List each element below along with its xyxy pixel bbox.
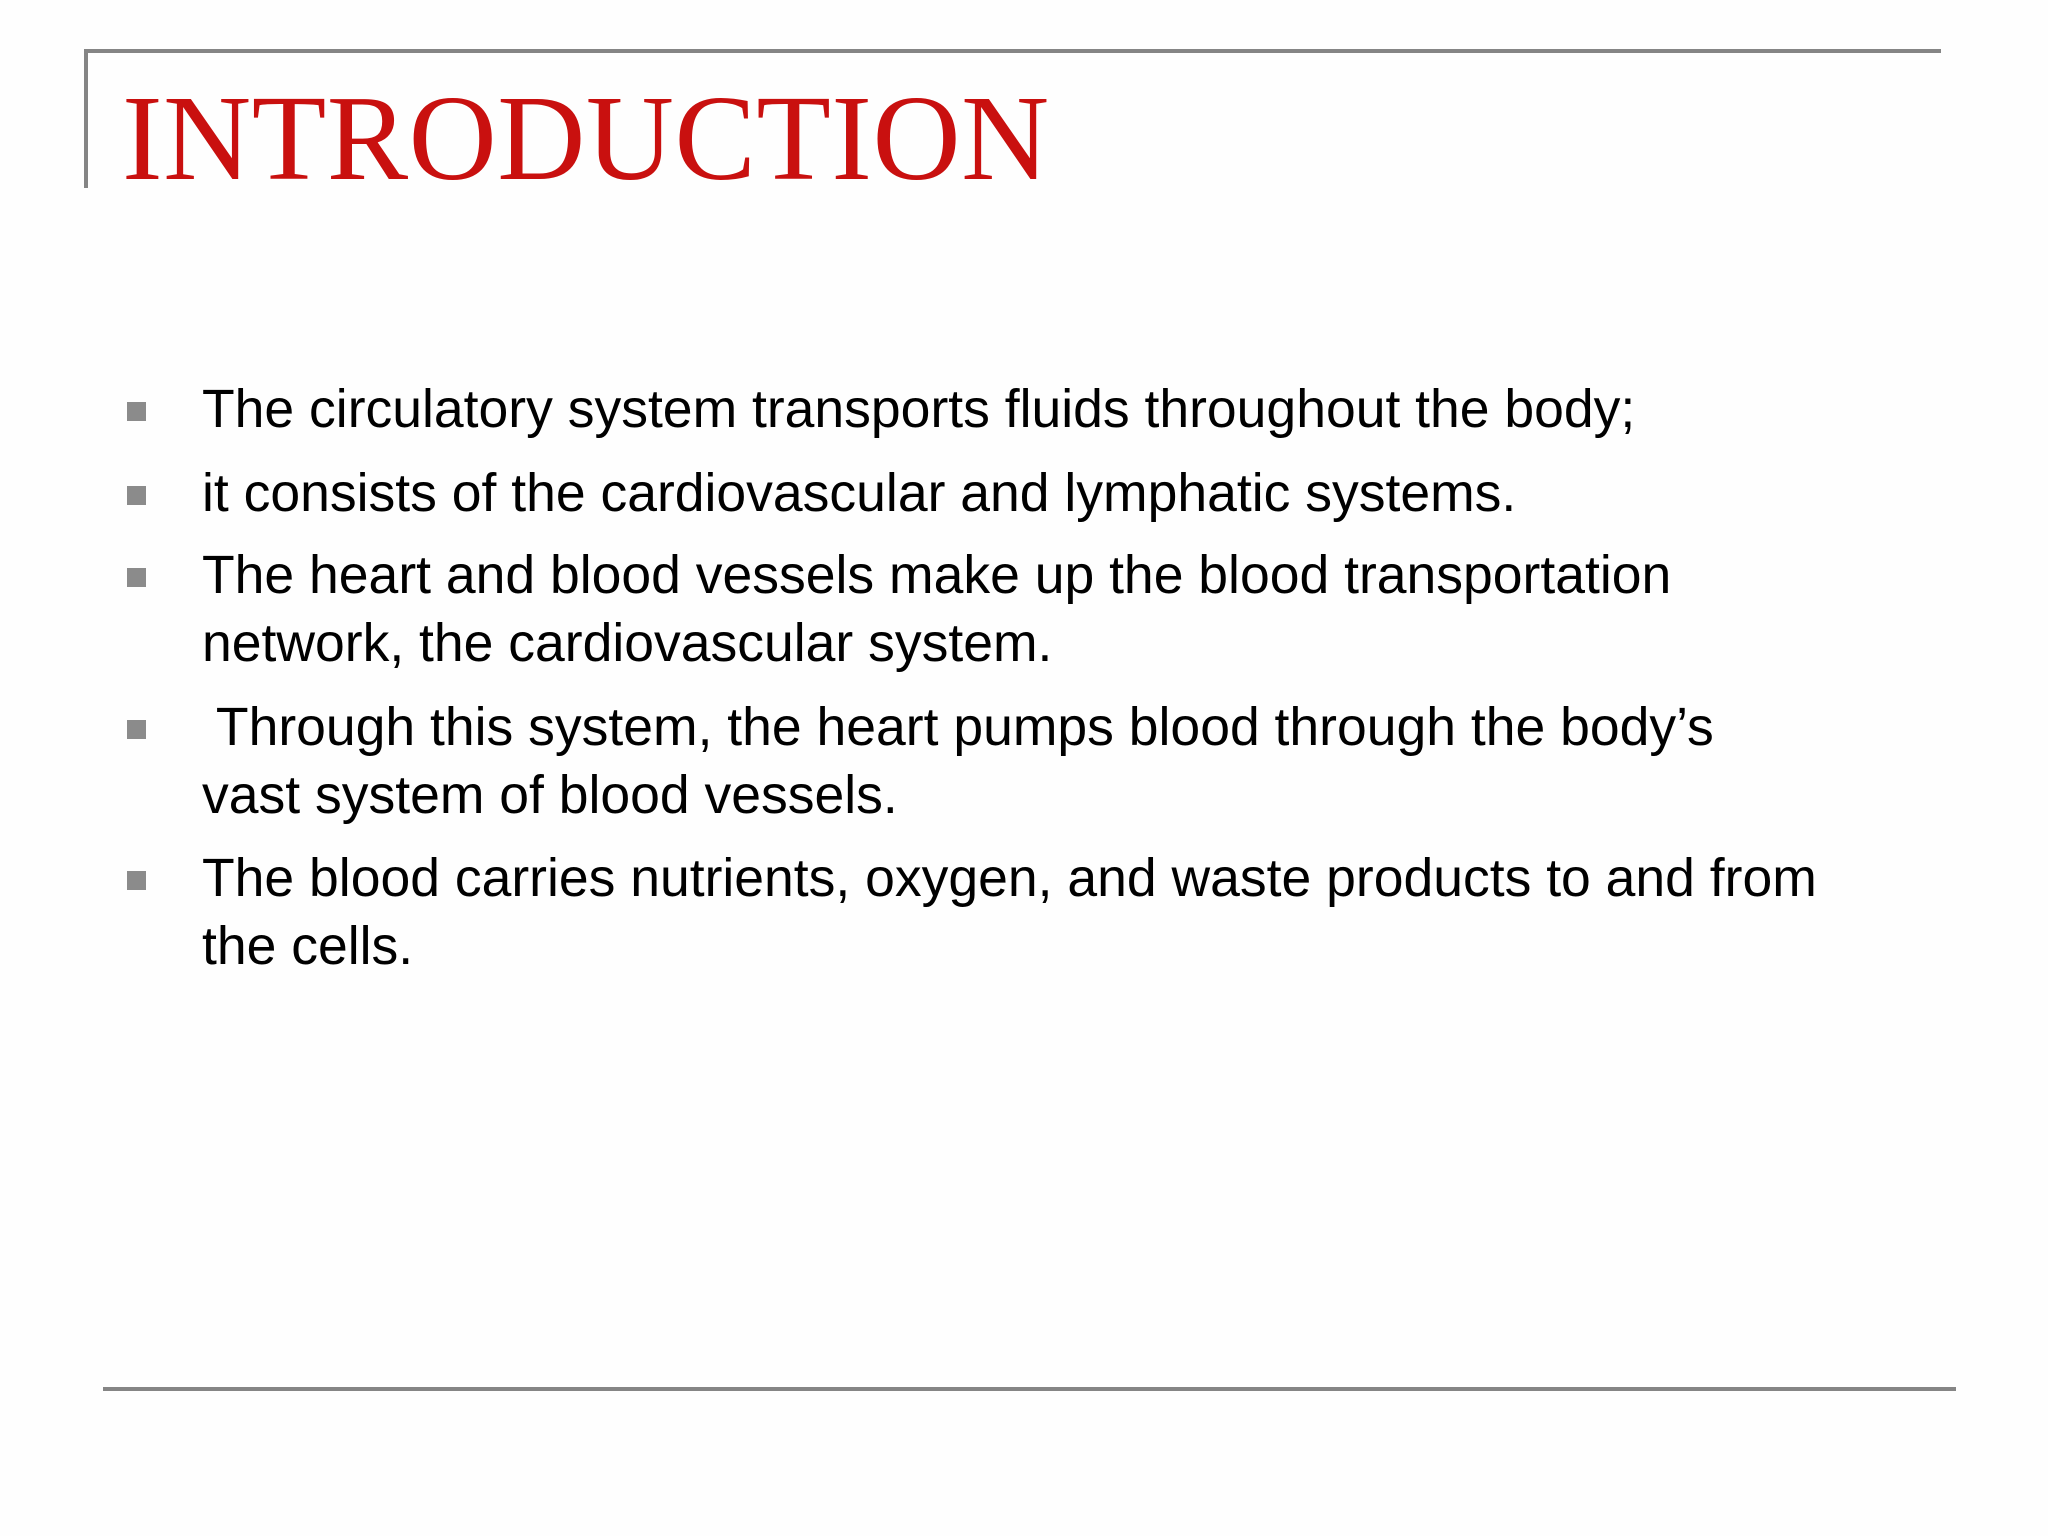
square-bullet-icon — [127, 402, 146, 421]
left-rule — [84, 49, 88, 188]
bullet-line: it consists of the cardiovascular and lymphatic systems. — [202, 464, 1517, 523]
bullet-line: the cells. — [202, 917, 414, 976]
square-bullet-icon — [127, 568, 146, 587]
bullet-text — [202, 542, 1942, 678]
bullet-text — [202, 460, 1942, 528]
bullet-line: vast system of blood vessels. — [202, 766, 898, 825]
bullet-line: network, the cardiovascular system. — [202, 614, 1053, 673]
slide-title: INTRODUCTION — [122, 71, 1050, 206]
bullet-text — [202, 845, 1942, 981]
bullet-text — [202, 694, 1942, 830]
square-bullet-icon — [127, 720, 146, 739]
bullet-line: The heart and blood vessels make up the blood transportation — [202, 546, 1672, 605]
bottom-rule — [103, 1387, 1956, 1391]
bullet-line: The circulatory system transports fluids throughout the body; — [202, 380, 1636, 439]
top-rule — [84, 49, 1941, 53]
bullet-line: The blood carries nutrients, oxygen, and waste products to and from — [202, 849, 1817, 908]
square-bullet-icon — [127, 871, 146, 890]
square-bullet-icon — [127, 486, 146, 505]
bullet-line: Through this system, the heart pumps blood through the body’s — [202, 698, 1714, 757]
bullet-text — [202, 376, 1942, 444]
